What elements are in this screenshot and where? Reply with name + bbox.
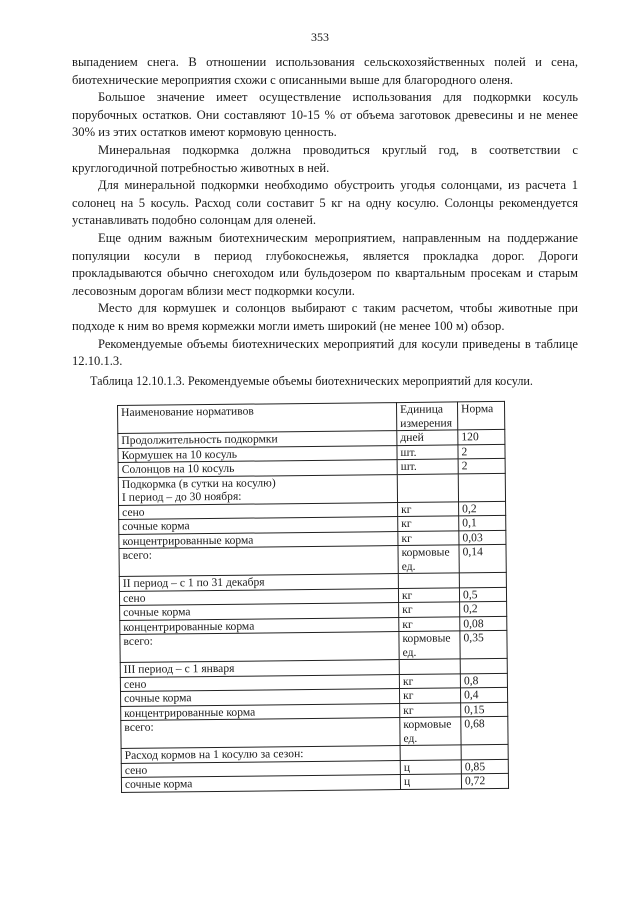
row-norm: 0,4 <box>460 687 507 702</box>
paragraph: Минеральная подкормка должна проводиться круглый год, в соответствии с круглогодичной потребностью животных в ней. <box>72 142 578 175</box>
row-unit: шт. <box>397 444 458 459</box>
section-title: Расход кормов на 1 косулю за сезон: <box>121 746 400 763</box>
row-name: концентрированные корма <box>120 617 399 634</box>
row-norm: 0,2 <box>460 601 507 616</box>
row-name-group <box>118 474 397 505</box>
row-norm <box>458 473 505 501</box>
row-name: концентрированные корма <box>119 531 398 548</box>
row-norm <box>460 658 507 673</box>
paragraph: Место для кормушек и солонцов выбирают с таким расчетом, чтобы животные при подходе к ним во время кормежки могли иметь широкий (не менее 100 м) обзор. <box>72 301 578 333</box>
paragraph: Большое значение имеет осуществление использования для подкормки косуль порубочных остатков. Они составляют 10-15 % от объема заготовок древесины и не менее 30% из этих остатков имеют кормовую ценность. <box>72 90 578 140</box>
row-unit: ц <box>400 759 461 774</box>
row-unit: кг <box>399 688 460 703</box>
paragraph: Для минеральной подкормки необходимо обустроить угодья солонцами, из расчета 1 солонец на 5 косуль. Расход соли составит 5 кг на одну косулю. Солонцы рекомендуется устанавливать подобно солонцам для оленей. <box>72 178 578 228</box>
row-name: сено <box>120 674 399 691</box>
row-unit: кг <box>398 587 459 602</box>
row-norm: 0,14 <box>459 544 506 572</box>
row-norm: 0,85 <box>461 759 508 774</box>
period-title: III период – с 1 января <box>120 660 399 677</box>
row-name: Продолжительность подкормки <box>118 431 397 448</box>
row-name: сено <box>121 760 400 777</box>
row-unit <box>398 573 459 588</box>
row-unit: кормовые ед. <box>398 545 459 574</box>
row-unit <box>400 745 461 760</box>
row-name: сочные корма <box>121 689 400 706</box>
table-caption: Таблица 12.10.1.3. Рекомендуемые объемы биотехнических мероприятий для косули. <box>90 374 533 388</box>
row-norm: 2 <box>458 444 505 459</box>
row-unit: кг <box>399 673 460 688</box>
paragraph: Еще одним важным биотехническим мероприятием, направленным на поддержание популяции косули в период глубокоснежья, является прокладка дорог. Дороги прокладываются обычно снегоходом или бульдозером по квартальным просекам и старым лесовозным дорогам вблизи мест подкормки косули. <box>72 230 578 298</box>
row-name: всего: <box>120 632 399 663</box>
row-norm: 0,72 <box>461 773 508 788</box>
period-title: II период – с 1 по 31 декабря <box>119 574 398 591</box>
norms-table <box>117 401 509 793</box>
body-text <box>72 54 578 371</box>
row-norm: 0,68 <box>461 716 508 744</box>
row-norm: 0,2 <box>459 501 506 516</box>
row-name: всего: <box>119 546 398 577</box>
row-unit: кг <box>399 602 460 617</box>
row-norm: 0,1 <box>459 515 506 530</box>
row-name: всего: <box>121 718 400 749</box>
row-unit: кг <box>398 516 459 531</box>
row-norm: 0,08 <box>460 616 507 631</box>
table-row <box>121 716 508 748</box>
row-norm: 120 <box>458 429 505 444</box>
row-unit: шт. <box>397 459 458 474</box>
table-row <box>120 630 507 662</box>
header-norm: Норма <box>457 401 504 429</box>
row-unit: дней <box>397 430 458 445</box>
header-name: Наименование нормативов <box>118 403 397 434</box>
row-name: сочные корма <box>121 775 400 792</box>
row-norm <box>459 572 506 587</box>
table-row <box>119 544 506 576</box>
period-title: I период – до 30 ноября: <box>121 489 242 504</box>
row-name: сено <box>119 588 398 605</box>
header-unit: Единица измерения <box>396 402 457 431</box>
table-row <box>121 773 508 792</box>
table-row <box>118 473 505 505</box>
row-unit: кг <box>398 501 459 516</box>
row-norm: 0,35 <box>460 630 507 658</box>
row-unit: кг <box>399 616 460 631</box>
row-norm: 0,03 <box>459 530 506 545</box>
row-name: Солонцов на 10 косуль <box>118 460 397 477</box>
group-title: Подкормка (в сутки на косулю) <box>121 475 276 491</box>
row-norm: 0,15 <box>461 702 508 717</box>
table-header-row <box>118 401 505 433</box>
row-unit: ц <box>400 774 461 789</box>
row-norm: 2 <box>458 458 505 473</box>
row-name: сочные корма <box>120 603 399 620</box>
row-norm: 0,5 <box>459 587 506 602</box>
row-unit: кормовые ед. <box>400 717 461 746</box>
row-unit: кормовые ед. <box>399 631 460 660</box>
row-name: концентрированные корма <box>121 703 400 720</box>
row-name: сочные корма <box>119 517 398 534</box>
row-name: Кормушек на 10 косуль <box>118 445 397 462</box>
row-unit <box>399 659 460 674</box>
row-norm: 0,8 <box>460 673 507 688</box>
row-name: сено <box>119 502 398 519</box>
page-number: 353 <box>311 30 329 44</box>
row-unit: кг <box>400 702 461 717</box>
paragraph: выпадением снега. В отношении использования сельскохозяйственных полей и сена, биотехнические мероприятия схожи с описанными выше для благородного оленя. <box>72 55 578 87</box>
row-unit: кг <box>398 530 459 545</box>
row-unit <box>397 473 458 502</box>
paragraph: Рекомендуемые объемы биотехнических мероприятий для косули приведены в таблице 12.10.1.3. <box>72 336 578 369</box>
row-norm <box>461 744 508 759</box>
